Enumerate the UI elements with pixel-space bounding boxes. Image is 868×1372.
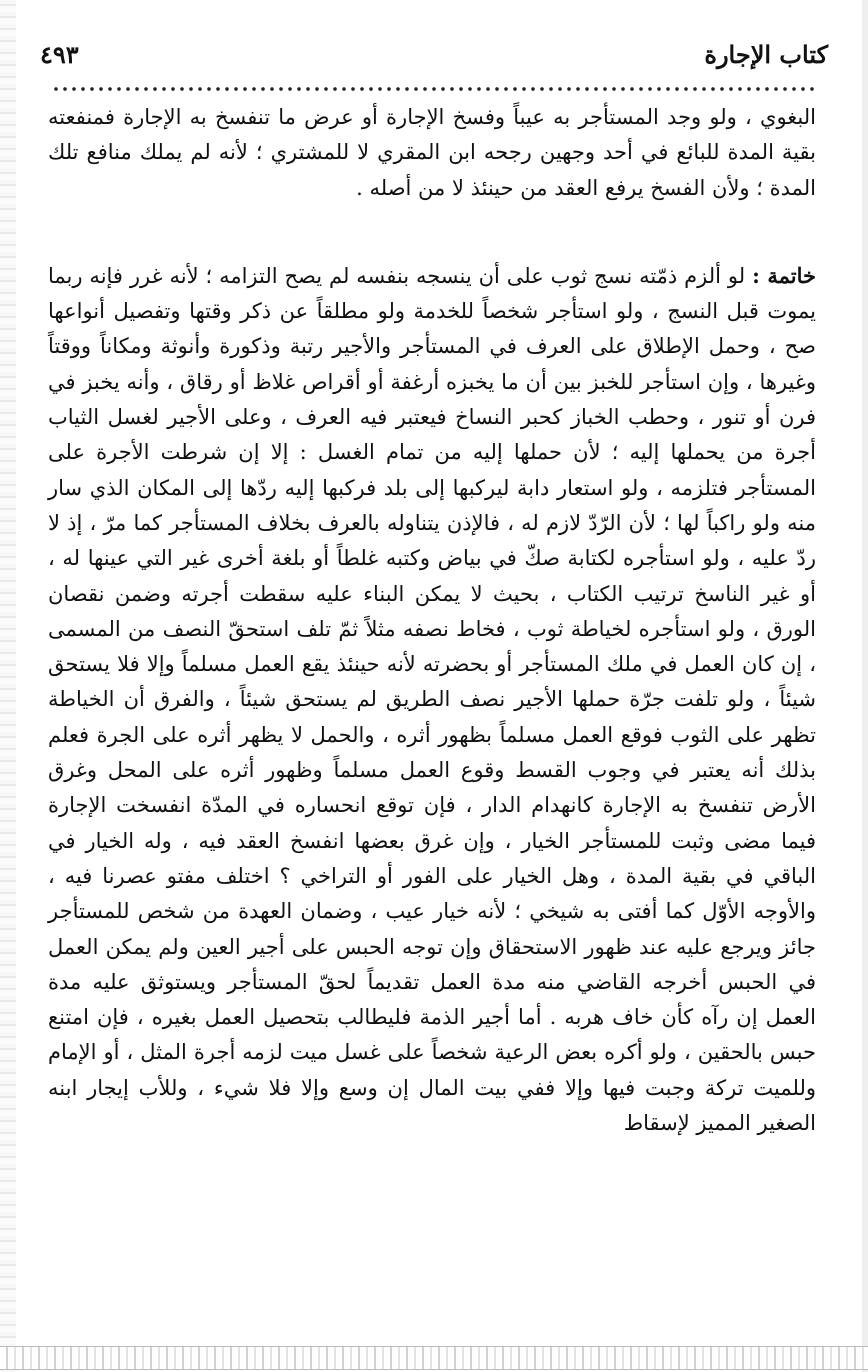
page-header	[40, 34, 828, 74]
scan-edge-right	[862, 0, 868, 1372]
dotted-rule	[50, 82, 818, 96]
paragraph	[48, 258, 816, 1141]
paragraph-text: لو ألزم ذمّته نسج ثوب على أن ينسجه بنفسه لم يصح التزامه ؛ لأنه غرر فإنه ربما يموت قبل النسج ، ولو استأجر شخصاً للخدمة ولو مطلقاً عن ذكر وقتها وتفصيل أنواعها صح ، وحمل الإطلاق على العرف في المستأجر والأجير رتبة وذكورة وأنوثة ومكاناً ووقتاً وغيرها ، وإن استأجر للخبز بين أن ما يخبزه أرغفة أو أقراص غلاظ أو رقاق ، وأنه يخبز في فرن أو تنور ، وحطب الخباز كحبر النساخ فيعتبر فيه العرف ، وعلى الأجير لغسل الثياب أجرة من يحملها إليه ؛ لأن حملها إليه من تمام الغسل : إلا إن شرطت الأجرة على المستأجر فتلزمه ، ولو استعار دابة ليركبها إلى بلد فركبها إليه ردّها إلى المكان الذي سار منه ولو راكباً لها ؛ لأن الرّدّ لازم له ، فالإذن يتناوله بالعرف بخلاف المستأجر كما مرّ ، إذ لا ردّ عليه ، ولو استأجره لكتابة صكّ في بياض وكتبه غلطاً أو بلغة أخرى غير التي عينها له ، أو غير الناسخ ترتيب الكتاب ، بحيث لا يمكن البناء عليه سقطت أجرته وضمن نقصان الورق ، ولو استأجره لخياطة ثوب ، فخاط نصفه مثلاً ثمّ تلف استحقّ النصف من المسمى ، إن كان العمل في ملك المستأجر أو بحضرته لأنه حينئذ يقع العمل مسلماً وإلا فلا يستحق شيئاً ، ولو تلفت جرّة حملها الأجير نصف الطريق لم يستحق شيئاً ، والفرق أن الخياطة تظهر على الثوب فوقع العمل مسلماً بظهور أثره ، والحمل لا يظهر أثره على الجرة فعلم بذلك أنه يعتبر في وجوب القسط وقوع العمل مسلماً وظهور أثره على المحل وغرق الأرض تنفسخ به الإجارة كانهدام الدار ، فإن توقع انحساره في المدّة انفسخت الإجارة فيما مضى وثبت للمستأجر الخيار ، وإن غرق بعضها انفسخ العقد فيه ، وله الخيار في الباقي في بقية المدة ، وهل الخيار على الفور أو التراخي ؟ اختلف مفتو عصرنا فيه ، والأوجه الأوّل كما أفتى به شيخي ؛ لأنه خيار عيب ، وضمان العهدة من شخص للمستأجر جائز ويرجع عليه عند ظهور الاستحقاق وإن توجه الحبس على أجير العين ولم يمكن العمل في الحبس أخرجه القاضي منه مدة العمل تقديماً لحقّ المستأجر ويستوثق عليه مدة العمل إن رآه كأن خاف هربه . أما أجير الذمة فليطالب بتحصيل العمل بغيره ، فإن امتنع حبس بالحقين ، ولو أكره بعض الرعية شخصاً على غسل ميت لزمه أجرة المثل ، أو الإمام وللميت تركة وجبت فيها وإلا ففي بيت المال إن وسع وإلا فلا شيء ، وللأب إيجار ابنه الصغير المميز لإسقاط	[48, 263, 816, 1136]
paragraph: البغوي ، ولو وجد المستأجر به عيباً وفسخ الإجارة أو عرض ما تنفسخ به الإجارة فمنفعته بقية المدة للبائع في أحد وجهين رجحه ابن المقري لا للمشتري ؛ لأنه لم يملك منافع تلك المدة ؛ ولأن الفسخ يرفع العقد من حينئذ لا من أصله .	[48, 105, 816, 200]
running-head: كتاب الإجارة	[704, 39, 828, 69]
scan-edge-left	[0, 0, 16, 1372]
page-body	[48, 100, 816, 1141]
page-number: ٤٩٣	[40, 39, 79, 69]
section-lead: خاتمة :	[752, 262, 817, 288]
bottom-ornament-border	[0, 1346, 868, 1370]
